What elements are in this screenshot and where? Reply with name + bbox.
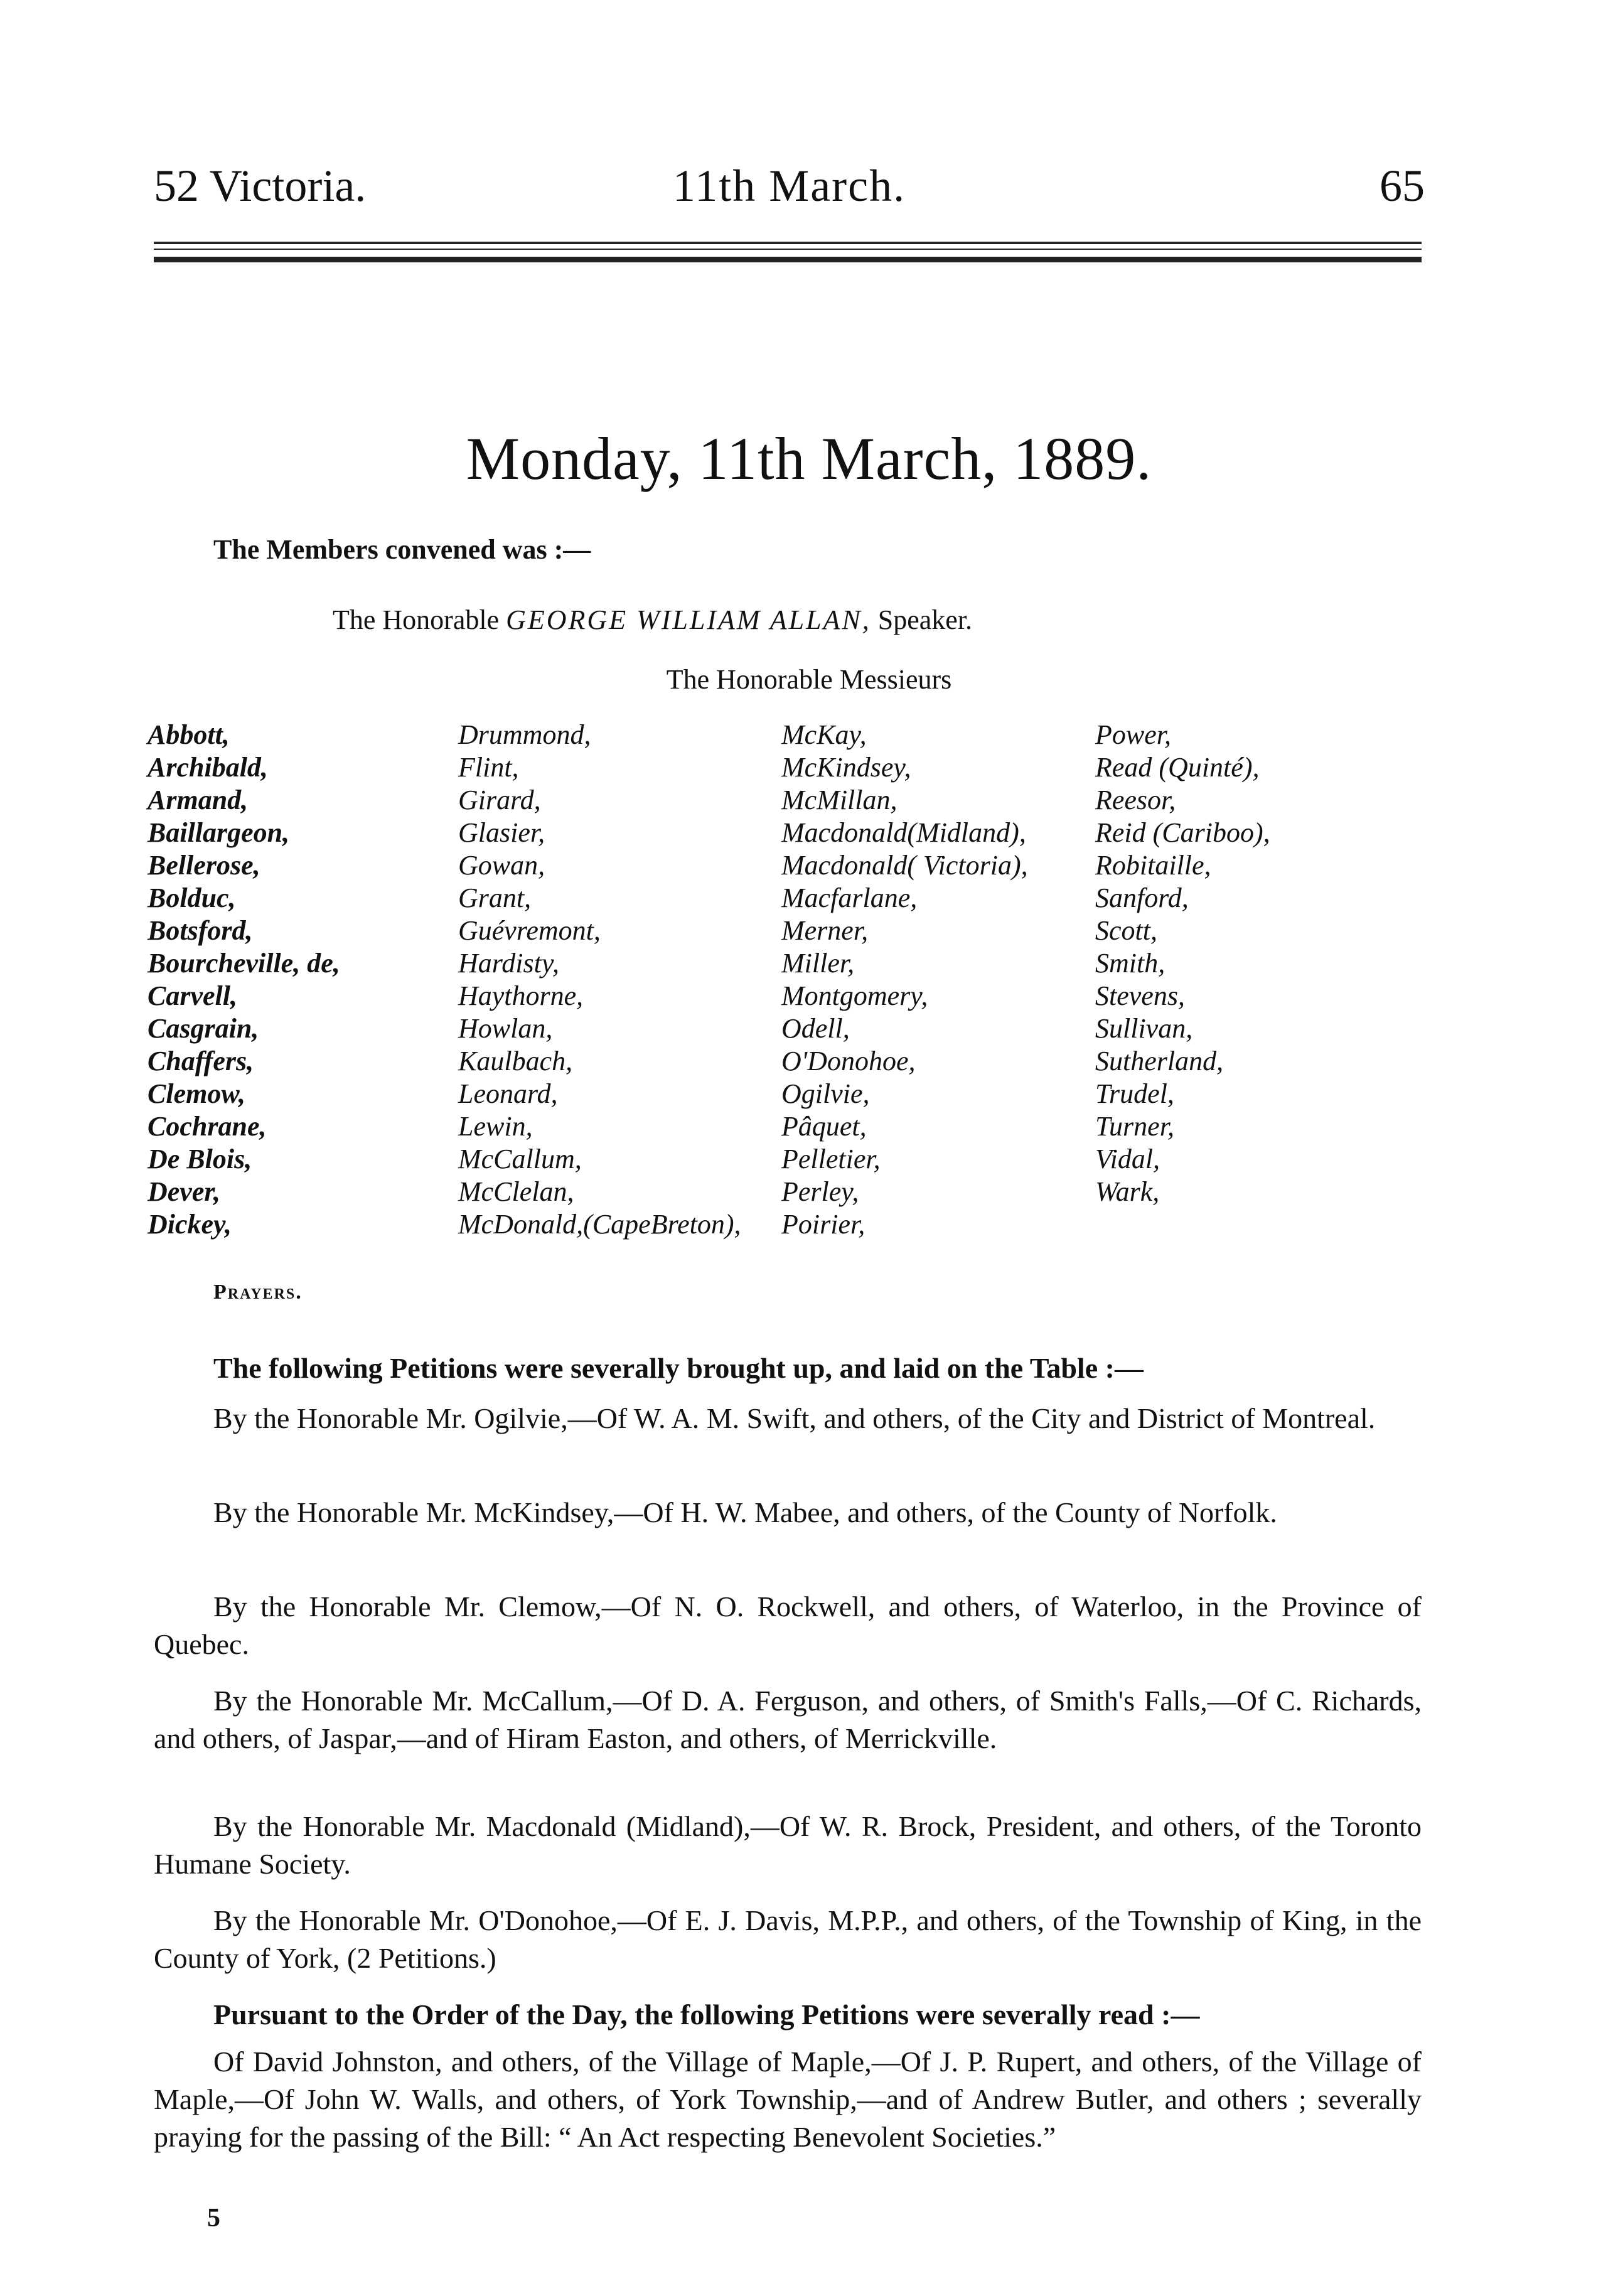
member-name: Flint,	[458, 752, 519, 783]
member-name: Smith,	[1095, 948, 1165, 979]
page-title: Monday, 11th March, 1889.	[466, 425, 1152, 492]
member-name: McKay,	[781, 719, 867, 750]
member-name: Merner,	[781, 915, 869, 946]
member-name: Glasier,	[458, 817, 545, 848]
member-name: Montgomery,	[781, 980, 928, 1011]
member-name: Turner,	[1095, 1111, 1174, 1142]
member-name: Kaulbach,	[458, 1046, 573, 1076]
paragraph-text: By the Honorable Mr. Ogilvie,—Of W. A. M. Swift, and others, of the City and District of Montreal.	[213, 1402, 1376, 1434]
paragraph-text: Pursuant to the Order of the Day, the following Petitions were severally read :—	[213, 1998, 1200, 2030]
member-name: McMillan,	[781, 785, 897, 815]
paragraph-text: The following Petitions were severally brought up, and laid on the Table :—	[213, 1352, 1144, 1384]
paragraph-text: By the Honorable Mr. O'Donohoe,—Of E. J. Davis, M.P.P., and others, of the Township of King, in the County of York, (2 Petitions.)	[154, 1904, 1422, 1974]
header-rule-top	[154, 242, 1422, 244]
member-name: Baillargeon,	[147, 817, 290, 848]
member-name: Haythorne,	[458, 980, 584, 1011]
member-name: Read (Quinté),	[1095, 752, 1260, 783]
paragraph	[154, 1902, 1422, 1977]
member-name: Perley,	[781, 1176, 859, 1207]
member-name: Macfarlane,	[781, 882, 918, 913]
member-name: Power,	[1095, 719, 1171, 750]
paragraph-text: By the Honorable Mr. McKindsey,—Of H. W. Mabee, and others, of the County of Norfolk.	[213, 1496, 1277, 1528]
member-name: Miller,	[781, 948, 855, 979]
member-name: Bourcheville, de,	[147, 948, 340, 979]
header-rule-bottom	[154, 257, 1422, 262]
member-name: Pâquet,	[781, 1111, 867, 1142]
member-name: Gowan,	[458, 850, 545, 881]
prayers-heading: Prayers.	[213, 1280, 303, 1304]
paragraph-text: By the Honorable Mr. Macdonald (Midland),—Of W. R. Brock, President, and others, of the Toronto Humane Society.	[154, 1810, 1422, 1880]
members-column-4	[1095, 719, 1270, 1208]
member-name: Cochrane,	[147, 1111, 267, 1142]
member-name: Bellerose,	[147, 850, 260, 881]
member-name: Chaffers,	[147, 1046, 254, 1076]
member-name: Lewin,	[458, 1111, 533, 1142]
paragraph-text: By the Honorable Mr. McCallum,—Of D. A. Ferguson, and others, of Smith's Falls,—Of C. Richards, and others, of Jaspar,—and of Hiram Easton, and others, of Merrickville.	[154, 1685, 1422, 1754]
member-name: Vidal,	[1095, 1144, 1160, 1174]
member-name: Grant,	[458, 882, 532, 913]
member-name: Dever,	[147, 1176, 221, 1207]
member-name: Poirier,	[781, 1209, 865, 1240]
member-name: Bolduc,	[147, 882, 236, 913]
member-name: Reid (Cariboo),	[1095, 817, 1270, 848]
speaker-name: GEORGE WILLIAM ALLAN,	[506, 604, 871, 635]
paragraph	[154, 1349, 1422, 1387]
member-name: Leonard,	[458, 1078, 558, 1109]
member-name: Casgrain,	[147, 1013, 259, 1044]
speaker-suffix: Speaker.	[877, 604, 973, 635]
member-name: De Blois,	[147, 1144, 252, 1174]
running-head	[154, 160, 1425, 223]
member-name: Sullivan,	[1095, 1013, 1193, 1044]
member-name: Stevens,	[1095, 980, 1185, 1011]
members-column-3	[781, 719, 1028, 1241]
header-left: 52 Victoria.	[154, 161, 367, 211]
speaker-prefix: The Honorable	[333, 604, 500, 635]
intro-line: The Members convened was :—	[213, 534, 591, 565]
member-name: Hardisty,	[458, 948, 559, 979]
member-name: Macdonald(Midland),	[781, 817, 1026, 848]
member-name: Sanford,	[1095, 882, 1189, 913]
member-name: McClelan,	[458, 1176, 574, 1207]
paragraph	[154, 1808, 1422, 1883]
signature-mark: 5	[207, 2204, 220, 2233]
paragraph	[154, 1996, 1422, 2034]
member-name: Ogilvie,	[781, 1078, 870, 1109]
paragraph-text: Of David Johnston, and others, of the Village of Maple,—Of J. P. Rupert, and others, of the Village of Maple,—Of John W. Walls, and others, of York Township,—and of Andrew Butler, and others ; severally praying for the passing of the Bill: “ An Act respecting Benevolent Societies.”	[154, 2046, 1422, 2153]
speaker-line	[333, 604, 972, 636]
member-name: Howlan,	[458, 1013, 553, 1044]
members-column-1	[147, 719, 340, 1241]
member-name: Macdonald( Victoria),	[781, 850, 1028, 881]
member-name: Odell,	[781, 1013, 850, 1044]
paragraph	[154, 1682, 1422, 1757]
member-name: McKindsey,	[781, 752, 911, 783]
member-name: McDonald,(CapeBreton),	[458, 1209, 741, 1240]
member-name: Sutherland,	[1095, 1046, 1224, 1076]
member-name: Robitaille,	[1095, 850, 1211, 881]
member-name: Clemow,	[147, 1078, 246, 1109]
member-name: Drummond,	[458, 719, 591, 750]
member-name: Reesor,	[1095, 785, 1176, 815]
page-number: 65	[1380, 161, 1425, 211]
member-name: O'Donohoe,	[781, 1046, 916, 1076]
member-name: Armand,	[147, 785, 249, 815]
header-center: 11th March.	[672, 161, 906, 211]
member-name: McCallum,	[458, 1144, 582, 1174]
members-column-2	[458, 719, 741, 1241]
paragraph-text: By the Honorable Mr. Clemow,—Of N. O. Rockwell, and others, of Waterloo, in the Province of Quebec.	[154, 1591, 1422, 1660]
member-name: Girard,	[458, 785, 541, 815]
member-name: Archibald,	[147, 752, 268, 783]
member-name: Dickey,	[147, 1209, 232, 1240]
member-name: Wark,	[1095, 1176, 1160, 1207]
member-name: Botsford,	[147, 915, 253, 946]
member-name: Abbott,	[147, 719, 230, 750]
paragraph	[154, 2043, 1422, 2156]
paragraph	[154, 1588, 1422, 1663]
member-name: Trudel,	[1095, 1078, 1174, 1109]
header-rule-middle	[154, 249, 1422, 250]
paragraph	[154, 1494, 1422, 1532]
member-name: Pelletier,	[781, 1144, 881, 1174]
member-name: Carvell,	[147, 980, 237, 1011]
member-name: Guévremont,	[458, 915, 601, 946]
paragraph	[154, 1400, 1422, 1437]
member-name: Scott,	[1095, 915, 1157, 946]
messieurs-heading: The Honorable Messieurs	[666, 664, 952, 695]
